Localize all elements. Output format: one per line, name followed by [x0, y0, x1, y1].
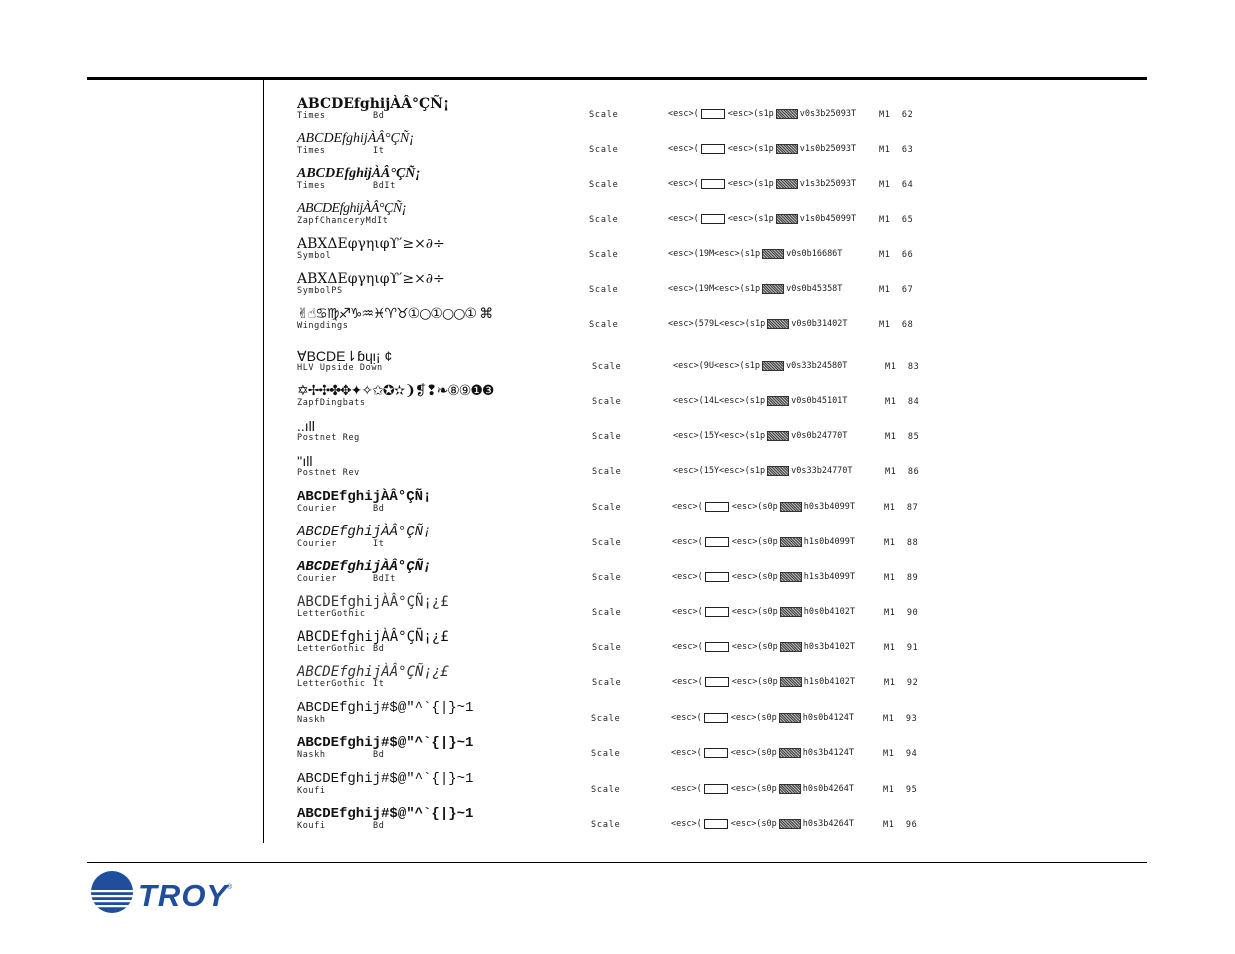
registered-mark: ®	[227, 884, 233, 891]
escape-command: <esc>( <esc>(s0p h0s0b4124T	[671, 713, 854, 723]
escape-command: <esc>( <esc>(s0p h0s3b4124T	[671, 748, 854, 758]
scale-label: Scale	[589, 180, 619, 190]
font-code: M1 85	[885, 432, 920, 442]
font-name: Courier	[297, 574, 338, 584]
escape-command: <esc>( <esc>(s0p h0s3b4102T	[672, 642, 855, 652]
font-sample: ABCDEfghij#$@"^`{|}~1	[297, 735, 474, 751]
font-sample: ABCDEfghijÀÂ°ÇÑ¡	[297, 96, 450, 112]
escape-command: <esc>( <esc>(s0p h1s3b4099T	[672, 572, 855, 582]
font-code: M1 86	[885, 467, 920, 477]
font-name: Koufi	[297, 786, 326, 796]
escape-command: <esc>( <esc>(s1p v0s3b25093T	[668, 109, 857, 119]
font-sample: ABCDEfghijÀÂ°ÇÑ¡¿£	[297, 629, 449, 645]
symbol-set-box	[701, 144, 725, 154]
font-row	[0, 96, 1235, 128]
font-sample: ABCDEfghijÀÂ°ÇÑ¡	[297, 131, 415, 146]
font-style: Bd	[373, 750, 385, 760]
font-sample: ABCDEfghijÀÂ°ÇÑ¡	[297, 166, 421, 181]
font-row	[0, 629, 1235, 661]
font-code: M1 96	[883, 820, 918, 830]
escape-command: <esc>(19M<esc>(s1p v0s0b45358T	[668, 284, 843, 294]
scale-label: Scale	[589, 110, 619, 120]
font-code: M1 68	[879, 320, 914, 330]
font-row	[0, 383, 1235, 415]
font-row	[0, 166, 1235, 198]
scale-label: Scale	[589, 215, 619, 225]
font-style: Bd	[373, 644, 385, 654]
font-style: It	[373, 146, 385, 156]
font-sample: ✡✢✣✤✥✦✧✩✪✫❩❡❢❧⑧⑨❶❸	[297, 383, 494, 399]
scale-label: Scale	[592, 362, 622, 372]
escape-command: <esc>( <esc>(s0p h0s3b4264T	[671, 819, 854, 829]
pitch-fill	[779, 713, 801, 723]
scale-label: Scale	[591, 820, 621, 830]
scale-label: Scale	[592, 538, 622, 548]
font-code: M1 89	[884, 573, 919, 583]
font-name: Courier	[297, 504, 338, 514]
font-sample: ABCDEfghijÀÂ°ÇÑ¡	[297, 524, 432, 540]
escape-command: <esc>( <esc>(s1p v1s0b25093T	[668, 144, 857, 154]
symbol-set-box	[705, 572, 729, 582]
font-code: M1 62	[879, 110, 914, 120]
font-row	[0, 236, 1235, 268]
scale-label: Scale	[592, 397, 622, 407]
escape-command: <esc>(15Y<esc>(s1p v0s0b24770T	[673, 431, 848, 441]
pitch-fill	[767, 431, 789, 441]
scale-label: Scale	[589, 320, 619, 330]
pitch-fill	[780, 502, 802, 512]
font-row	[0, 131, 1235, 163]
scale-label: Scale	[591, 785, 621, 795]
font-name: Courier	[297, 539, 338, 549]
font-style: It	[373, 539, 385, 549]
font-name: Naskh	[297, 750, 326, 760]
pitch-fill	[776, 109, 798, 119]
symbol-set-box	[705, 642, 729, 652]
font-name: LetterGothic	[297, 609, 366, 619]
escape-command: <esc>(579L<esc>(s1p v0s0b31402T	[668, 319, 848, 329]
font-row	[0, 524, 1235, 556]
font-name: Symbol	[297, 251, 332, 261]
pitch-fill	[762, 249, 784, 259]
font-name: Naskh	[297, 715, 326, 725]
font-sample: ΑΒΧΔΕφγηιφϒ′≥×∂÷	[297, 271, 445, 287]
escape-command: <esc>( <esc>(s0p h1s0b4099T	[672, 537, 855, 547]
font-name: SymbolPS	[297, 286, 343, 296]
scale-label: Scale	[591, 714, 621, 724]
scale-label: Scale	[592, 467, 622, 477]
symbol-set-box	[705, 537, 729, 547]
font-row	[0, 700, 1235, 732]
escape-command: <esc>(14L<esc>(s1p v0s0b45101T	[673, 396, 848, 406]
font-row	[0, 594, 1235, 626]
font-sample: ABCDEfghij#$@"^`{|}~1	[297, 806, 474, 822]
font-code: M1 92	[884, 678, 919, 688]
symbol-set-box	[704, 784, 728, 794]
font-code: M1 83	[885, 362, 920, 372]
font-code: M1 67	[879, 285, 914, 295]
escape-command: <esc>(19M<esc>(s1p v0s0b16686T	[668, 249, 843, 259]
font-sample: ABCDEfghijÀÂ°ÇÑ¡	[297, 489, 432, 505]
font-style: Bd	[373, 111, 385, 121]
font-row	[0, 559, 1235, 591]
scale-label: Scale	[592, 432, 622, 442]
symbol-set-box	[705, 502, 729, 512]
font-code: M1 95	[883, 785, 918, 795]
font-name: LetterGothic	[297, 644, 366, 654]
font-sample: ..ıll	[297, 418, 315, 434]
font-style: BdIt	[373, 181, 396, 191]
footer-rule	[87, 862, 1147, 863]
brand-name: TROY	[138, 878, 229, 913]
font-row	[0, 418, 1235, 450]
font-sample: ''ıll	[297, 453, 313, 469]
escape-command: <esc>(15Y<esc>(s1p v0s33b24770T	[673, 466, 853, 476]
font-code: M1 91	[884, 643, 919, 653]
pitch-fill	[776, 214, 798, 224]
font-code: M1 94	[883, 749, 918, 759]
scale-label: Scale	[589, 250, 619, 260]
font-sample: ABCDEfghij#$@"^`{|}~1	[297, 700, 474, 716]
font-name: Koufi	[297, 821, 326, 831]
font-name: Postnet Rev	[297, 468, 360, 478]
pitch-fill	[779, 784, 801, 794]
font-sample: ΑΒΧΔΕφγηιφϒ′≥×∂÷	[297, 236, 445, 252]
pitch-fill	[779, 748, 801, 758]
font-name: HLV Upside Down	[297, 363, 383, 373]
font-code: M1 84	[885, 397, 920, 407]
pitch-fill	[762, 284, 784, 294]
font-row	[0, 453, 1235, 485]
font-row	[0, 806, 1235, 838]
scale-label: Scale	[591, 749, 621, 759]
pitch-fill	[762, 361, 784, 371]
font-name: Wingdings	[297, 321, 349, 331]
font-row	[0, 664, 1235, 696]
scale-label: Scale	[592, 503, 622, 513]
symbol-set-box	[701, 214, 725, 224]
pitch-fill	[767, 319, 789, 329]
font-name: LetterGothic	[297, 679, 366, 689]
font-row	[0, 271, 1235, 303]
symbol-set-box	[705, 607, 729, 617]
font-sample: ABCDEfghijÀÂ°ÇÑ¡¿£	[297, 594, 449, 610]
pitch-fill	[779, 819, 801, 829]
font-sample: ✌☝♋♍♐♑♒♓♈♉①○①○○① ⌘	[297, 306, 493, 322]
font-row	[0, 771, 1235, 803]
font-name: ZapfDingbats	[297, 398, 366, 408]
font-sample: ABCDEfghij#$@"^`{|}~1	[297, 771, 474, 787]
font-code: M1 66	[879, 250, 914, 260]
scale-label: Scale	[589, 145, 619, 155]
symbol-set-box	[704, 748, 728, 758]
font-row	[0, 348, 1235, 380]
font-sample: ∀BCDE⇂ɓɥᴉ¡ ¢	[297, 348, 393, 364]
escape-command: <esc>(9U<esc>(s1p v0s33b24580T	[673, 361, 848, 371]
font-name: Times	[297, 146, 326, 156]
pitch-fill	[776, 144, 798, 154]
escape-command: <esc>( <esc>(s0p h1s0b4102T	[672, 677, 855, 687]
scale-label: Scale	[592, 678, 622, 688]
font-row	[0, 201, 1235, 233]
escape-command: <esc>( <esc>(s0p h0s3b4099T	[672, 502, 855, 512]
escape-command: <esc>( <esc>(s0p h0s0b4102T	[672, 607, 855, 617]
font-style: Bd	[373, 821, 385, 831]
escape-command: <esc>( <esc>(s0p h0s0b4264T	[671, 784, 854, 794]
font-code: M1 87	[884, 503, 919, 513]
symbol-set-box	[705, 677, 729, 687]
font-style: It	[373, 679, 385, 689]
font-code: M1 90	[884, 608, 919, 618]
symbol-set-box	[704, 713, 728, 723]
font-row	[0, 489, 1235, 521]
font-row	[0, 306, 1235, 338]
escape-command: <esc>( <esc>(s1p v1s0b45099T	[668, 214, 857, 224]
font-name: Postnet Reg	[297, 433, 360, 443]
pitch-fill	[767, 396, 789, 406]
font-code: M1 65	[879, 215, 914, 225]
pitch-fill	[780, 642, 802, 652]
font-name: Times	[297, 181, 326, 191]
font-style: Bd	[373, 504, 385, 514]
symbol-set-box	[701, 109, 725, 119]
font-sample: ABCDEfghijÀÂ°ÇÑ¡	[297, 559, 432, 575]
font-code: M1 64	[879, 180, 914, 190]
scale-label: Scale	[592, 643, 622, 653]
symbol-set-box	[704, 819, 728, 829]
font-style: BdIt	[373, 574, 396, 584]
escape-command: <esc>( <esc>(s1p v1s3b25093T	[668, 179, 857, 189]
font-code: M1 93	[883, 714, 918, 724]
pitch-fill	[780, 537, 802, 547]
scale-label: Scale	[592, 608, 622, 618]
font-sample: ABCDEfghijÀÂ°ÇÑ¡¿£	[297, 664, 449, 680]
font-code: M1 63	[879, 145, 914, 155]
pitch-fill	[780, 572, 802, 582]
scale-label: Scale	[592, 573, 622, 583]
scale-label: Scale	[589, 285, 619, 295]
font-row	[0, 735, 1235, 767]
pitch-fill	[780, 607, 802, 617]
font-name: Times	[297, 111, 326, 121]
font-name: ZapfChanceryMdIt	[297, 216, 389, 226]
font-sample: ABCDEfghijÀÂ°ÇÑ¡	[297, 201, 407, 216]
pitch-fill	[776, 179, 798, 189]
pitch-fill	[767, 466, 789, 476]
symbol-set-box	[701, 179, 725, 189]
font-code: M1 88	[884, 538, 919, 548]
pitch-fill	[780, 677, 802, 687]
